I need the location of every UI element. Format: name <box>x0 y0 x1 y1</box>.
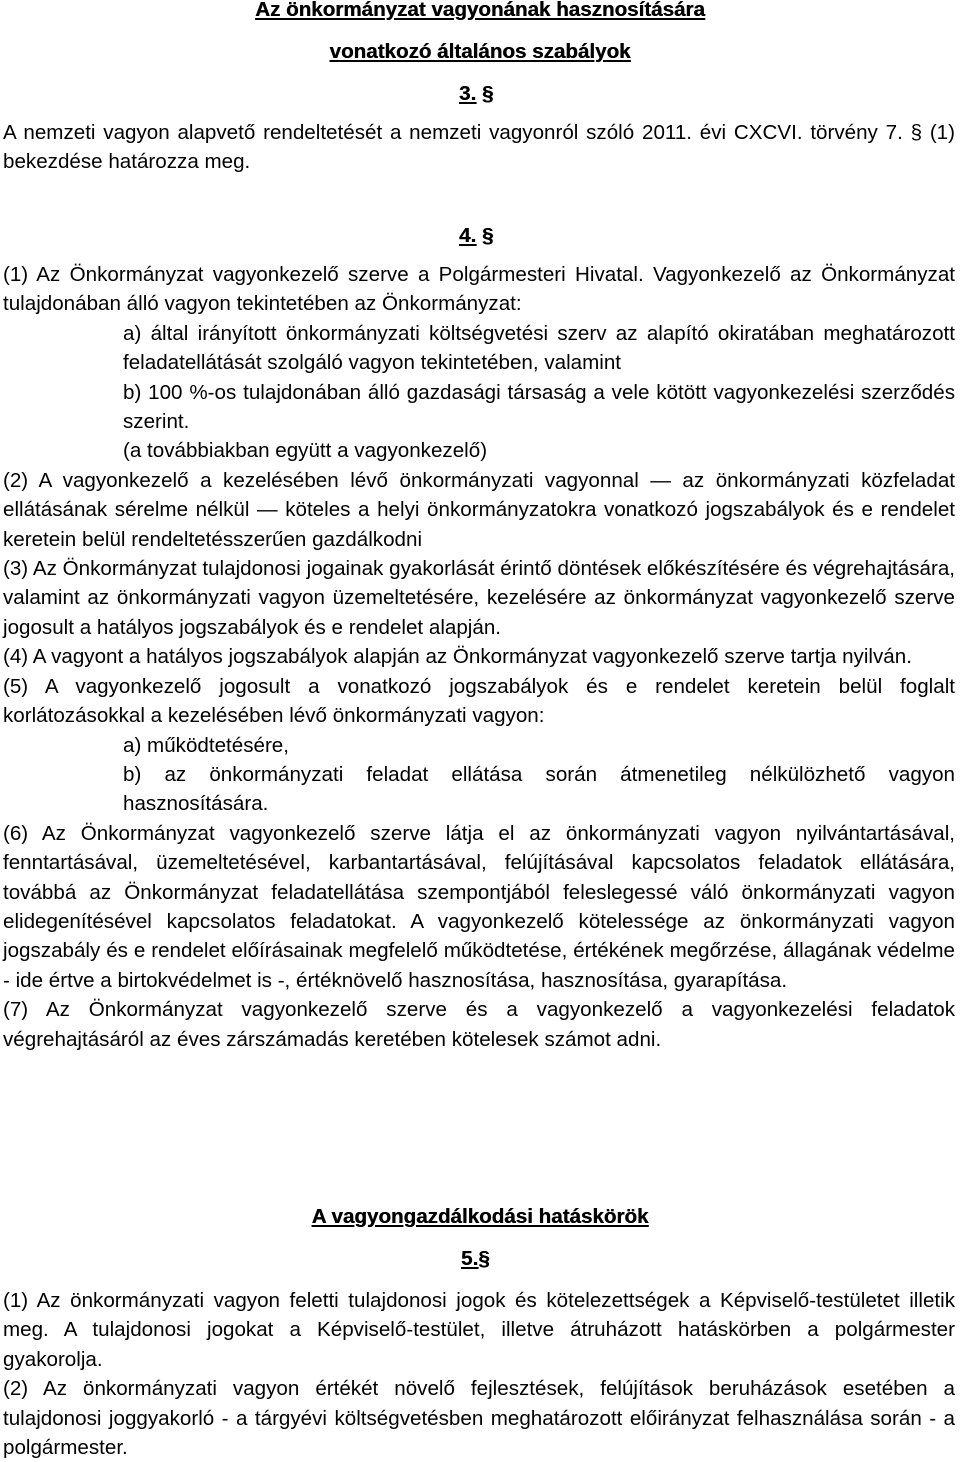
section-4-para-6: (6) Az Önkormányzat vagyonkezelő szerve látja el az önkormányzati vagyon nyilvántartásával, fenntartásával, üzemeltetésével, karbantartásával, felújításával kapcsolatos feladatok ellátására, továbbá az Önkormányzat feladatellátása szempontjából feleslegessé váló önkormányzati vagyon elidegenítésével kapcsolatos feladatokat. A vagyonkezelő kötelessége az önkormányzati vagyon jogszabály és e rendelet előírásainak megfelelő működtetése, értékének megőrzése, állagának védelme - ide értve a birtokvédelmet is -, értéknövelő hasznosítása, hasznosítása, gyarapítása. <box>3 821 955 992</box>
section-3-heading <box>459 79 493 108</box>
section-4-body <box>3 260 955 1054</box>
section-3-body <box>3 118 955 177</box>
section-4-para-2: (2) A vagyonkezelő a kezelésében lévő önkormányzati vagyonnal ― az önkormányzati közfeladat ellátásának sérelme nélkül ― köteles a helyi önkormányzatokra vonatkozó jogszabályok és e rendelet keretein belül rendeltetésszerűen gazdálkodni <box>3 468 955 551</box>
section-4-para-1: (1) Az Önkormányzat vagyonkezelő szerve a Polgármesteri Hivatal. Vagyonkezelő az Önkormányzat tulajdonában álló vagyon tekintetében az Önkormányzat: <box>3 263 955 316</box>
section-5-number: 5. <box>461 1247 479 1270</box>
section-4-para-5-item-b: b) az önkormányzati feladat ellátása során átmenetileg nélkülözhető vagyon hasznosítására. <box>123 762 955 816</box>
section-3-text: A nemzeti vagyon alapvető rendeltetését a nemzeti vagyonról szóló 2011. évi CXCVI. törvény 7. § (1) bekezdése határozza meg. <box>3 121 955 174</box>
section-5-heading <box>461 1244 490 1273</box>
document-title-line-1: Az önkormányzat vagyonának hasznosítására <box>255 0 705 21</box>
document-title-line-2: vonatkozó általános szabályok <box>329 40 631 63</box>
heading-vagyongazdalkodasi: A vagyongazdálkodási hatáskörök <box>311 1205 649 1228</box>
section-5-sign: § <box>478 1247 490 1270</box>
section-4-para-7: (7) Az Önkormányzat vagyonkezelő szerve és a vagyonkezelő a vagyonkezelési feladatok végrehajtásáról az éves zárszámadás keretében kötelesek számot adni. <box>3 998 955 1051</box>
section-4-number: 4. <box>459 224 477 247</box>
section-4-para-1-item-a: a) által irányított önkormányzati költségvetési szerv az alapító okiratában meghatározott feladatellátását szolgáló vagyon tekintetében, valamint <box>123 321 955 375</box>
section-5-body <box>3 1286 955 1462</box>
section-4-para-5-item-a: a) működtetésére, <box>123 733 289 757</box>
section-4-sign: § <box>481 224 494 247</box>
section-5-para-1: (1) Az önkormányzati vagyon feletti tulajdonosi jogok és kötelezettségek a Képviselő-testületet illetik meg. A tulajdonosi jogokat a Képviselő-testület, illetve átruházott hatáskörben a polgármester gyakorolja. <box>3 1289 955 1371</box>
section-4-para-3: (3) Az Önkormányzat tulajdonosi jogainak gyakorlását érintő döntések előkészítésére és végrehajtására, valamint az önkormányzati vagyon üzemeltetésére, kezelésére az önkormányzat vagyonkezelő szerve jogosult a hatályos jogszabályok és e rendelet alapján. <box>3 557 955 639</box>
section-4-para-1-item-b: b) 100 %-os tulajdonában álló gazdasági társaság a vele kötött vagyonkezelési szerződés szerint. <box>123 380 955 434</box>
section-3-sign: § <box>481 82 494 105</box>
section-4-para-4: (4) A vagyont a hatályos jogszabályok alapján az Önkormányzat vagyonkezelő szerve tartja nyilván. <box>3 645 912 669</box>
section-4-heading <box>459 221 493 250</box>
section-5-para-2: (2) Az önkormányzati vagyon értékét növelő fejlesztések, felújítások beruházások esetében a tulajdonosi joggyakorló - a tárgyévi költségvetésben meghatározott előirányzat felhasználása során - a polgármester. <box>3 1377 955 1460</box>
section-4-para-1-note: (a továbbiakban együtt a vagyonkezelő) <box>123 439 488 463</box>
section-3-number: 3. <box>459 82 477 105</box>
section-4-para-5: (5) A vagyonkezelő jogosult a vonatkozó jogszabályok és e rendelet keretein belül foglalt korlátozásokkal a kezelésében lévő önkormányzati vagyon: <box>3 674 955 728</box>
